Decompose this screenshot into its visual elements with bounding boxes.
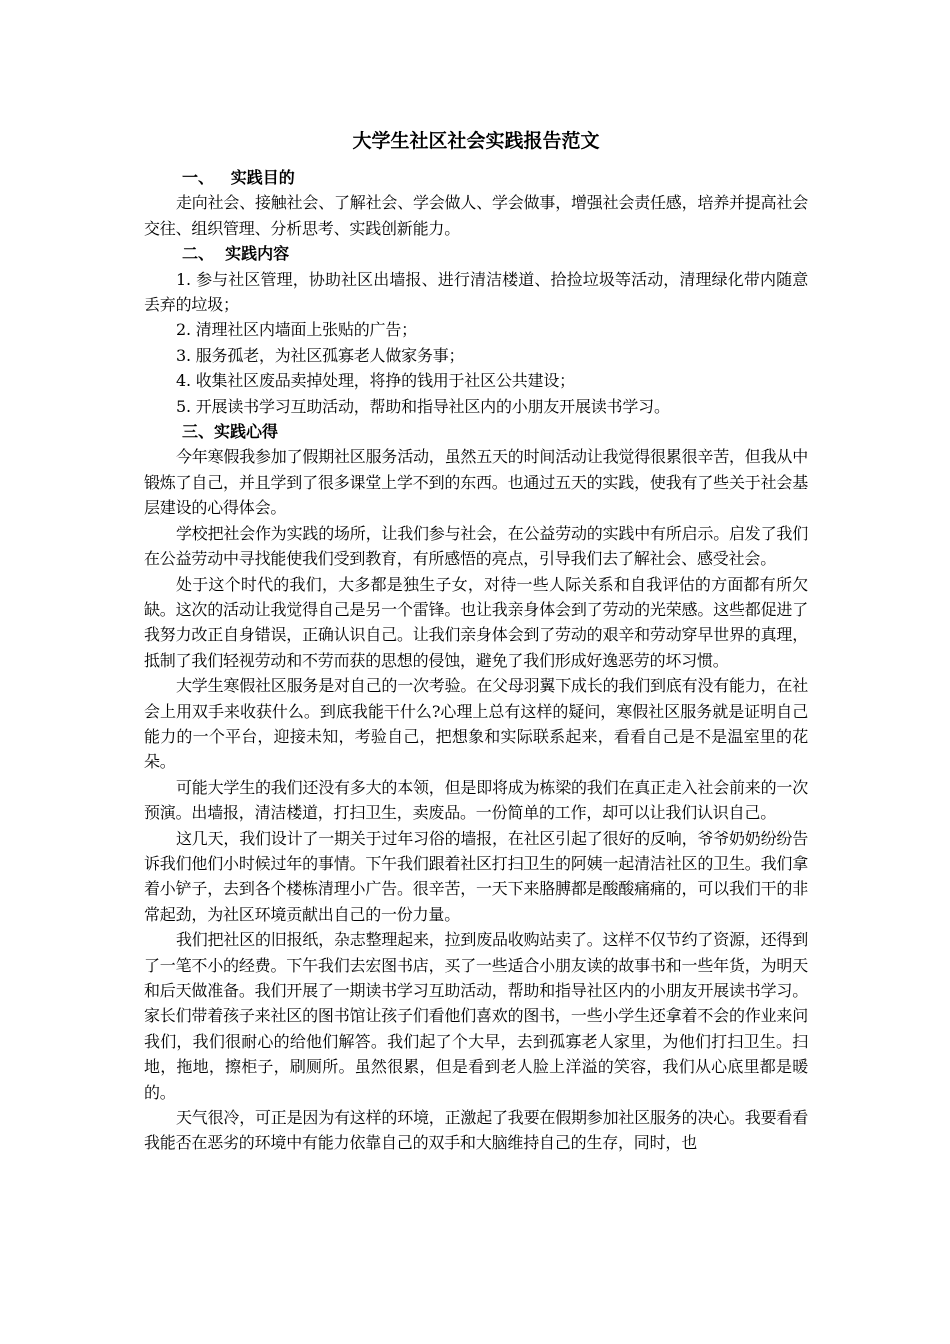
paragraph: 这几天，我们设计了一期关于过年习俗的墙报，在社区引起了很好的反响，爷爷奶奶纷纷告诉我们他们小时候过年的事情。下午我们跟着社区打扫卫生的阿姨一起清洁社区的卫生。我们拿着小铲子，去到各个楼栋清理小广告。很辛苦，一天下来胳膊都是酸酸痛痛的，可以我们干的非常起劲，为社区环境贡献出自己的一份力量。 <box>144 828 809 924</box>
section-number: 三、 <box>182 422 215 442</box>
section-heading <box>144 165 808 190</box>
paragraph: 走向社会、接触社会、了解社会、学会做人、学会做事，增强社会责任感，培养并提高社会交往、组织管理、分析思考、实践创新能力。 <box>144 193 809 238</box>
section-number: 一、 <box>182 168 215 187</box>
document-title: 大学生社区社会实践报告范文 <box>352 130 600 152</box>
paragraph: 我们把社区的旧报纸，杂志整理起来，拉到废品收购站卖了。这样不仅节约了资源，还得到了一笔不小的经费。下午我们去宏图书店，买了一些适合小朋友读的故事书和一些年货，为明天和后天做准备。我们开展了一期读书学习互助活动，帮助和指导社区内的小朋友开展读书学习。家长们带着孩子来社区的图书馆让孩子们看他们喜欢的图书，一些小学生还拿着不会的作业来问我们，我们很耐心的给他们解答。我们起了个大早，去到孤寡老人家里，为他们打扫卫生。扫地，拖地，擦柜子，刷厕所。虽然很累，但是看到老人脸上洋溢的笑容，我们从心底里都是暖的。 <box>144 930 809 1102</box>
section-heading-text: 实践心得 <box>214 422 279 442</box>
paragraph: 学校把社会作为实践的场所，让我们参与社会，在公益劳动的实践中有所启示。启发了我们在公益劳动中寻找能使我们受到教育，有所感悟的亮点，引导我们去了解社会、感受社会。 <box>144 523 809 569</box>
list-item: 2. 清理社区内墙面上张贴的广告； <box>176 320 417 340</box>
paragraph: 天气很冷，可正是因为有这样的环境，正激起了我要在假期参加社区服务的决心。我要看看我能否在恶劣的环境中有能力依靠自己的双手和大脑维持自己的生存，同时，也 <box>144 1108 809 1153</box>
section-content <box>144 241 808 419</box>
list-item: 5. 开展读书学习互助活动，帮助和指导社区内的小朋友开展读书学习。 <box>176 396 670 416</box>
section-heading <box>144 241 808 266</box>
paragraph: 今年寒假我参加了假期社区服务活动，虽然五天的时间活动让我觉得很累很辛苦，但我从中锻炼了自己，并且学到了很多课堂上学不到的东西。也通过五天的实践，使我有了些关于社会基层建设的心得体会。 <box>144 447 809 518</box>
section-number: 二、 <box>182 244 215 264</box>
section-heading-text: 实践目的 <box>230 168 295 187</box>
section-heading <box>144 419 808 444</box>
section-heading-text: 实践内容 <box>225 244 290 264</box>
section-purpose <box>144 165 808 241</box>
paragraph: 处于这个时代的我们，大多都是独生子女，对待一些人际关系和自我评估的方面都有所欠缺。这次的活动让我觉得自己是另一个雷锋。也让我亲身体会到了劳动的光荣感。这些都促进了我努力改正自身错误，正确认识自己。让我们亲身体会到了劳动的艰辛和劳动穿早世界的真理，抵制了我们轻视劳动和不劳而获的思想的侵蚀，避免了我们形成好逸恶劳的坏习惯。 <box>144 574 808 670</box>
list-item: 1. 参与社区管理，协助社区出墙报、进行清洁楼道、拾捡垃圾等活动，清理绿化带内随意丢弃的垃圾； <box>144 269 808 315</box>
paragraph: 可能大学生的我们还没有多大的本领，但是即将成为栋梁的我们在真正走入社会前来的一次预演。出墙报，清洁楼道，打扫卫生，卖废品。一份简单的工作，却可以让我们认识自己。 <box>144 777 809 823</box>
paragraph: 大学生寒假社区服务是对自己的一次考验。在父母羽翼下成长的我们到底有没有能力，在社会上用双手来收获什么。到底我能干什么?心理上总有这样的疑问，寒假社区服务就是证明自己能力的一个平台，迎接未知，考验自己，把想象和实际联系起来，看看自己是不是温室里的花朵。 <box>144 676 809 772</box>
document-page <box>144 124 808 1156</box>
list-item: 4. 收集社区废品卖掉处理，将挣的钱用于社区公共建设； <box>176 371 575 391</box>
list-item: 3. 服务孤老，为社区孤寡老人做家务事； <box>176 345 465 365</box>
section-reflections <box>144 419 808 1156</box>
